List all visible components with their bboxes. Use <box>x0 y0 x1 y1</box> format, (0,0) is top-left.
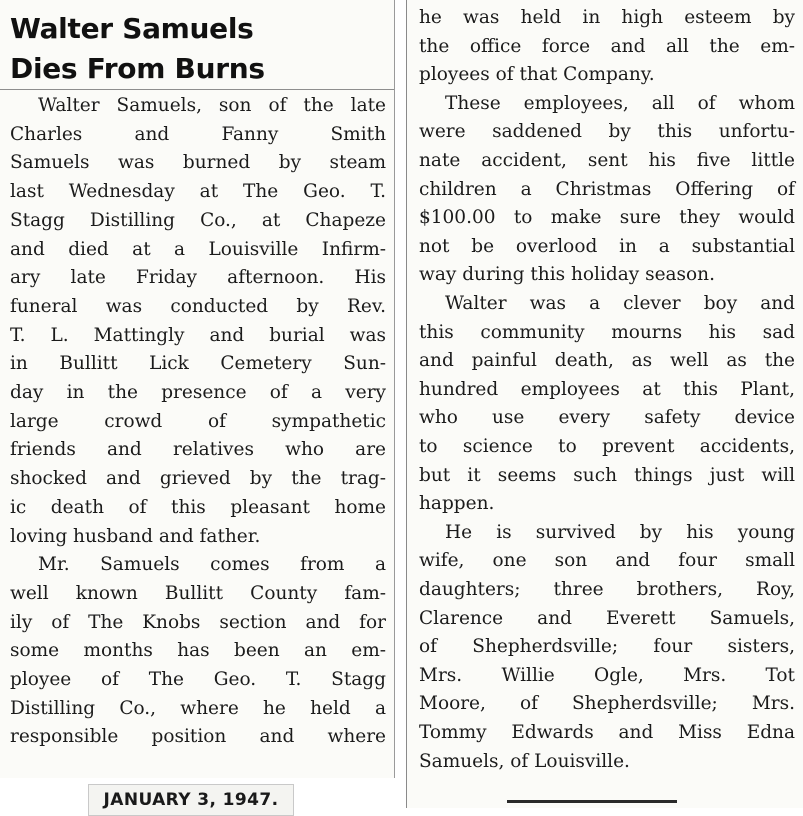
article-text-line: Mrs. Willie Ogle, Mrs. Tot <box>419 664 795 686</box>
article-text-line: hundred employees at this Plant, <box>419 378 795 400</box>
article-text-line: Mr. Samuels comes from a <box>38 554 386 576</box>
article-column-right <box>406 0 803 808</box>
article-text-line: some months has been an em- <box>10 640 386 662</box>
article-text-line: Tommy Edwards and Miss Edna <box>419 722 795 743</box>
article-text-line: He is survived by his young <box>445 521 795 543</box>
article-text-line: friends and relatives who are <box>10 439 386 461</box>
article-text-line: large crowd of sympathetic <box>10 410 386 432</box>
headline-line-2: Dies From Burns <box>10 52 265 85</box>
article-text-line: Walter was a clever boy and <box>445 293 795 314</box>
article-text-line: who use every safety device <box>419 407 795 429</box>
article-text-line: ily of The Knobs section and for <box>10 611 386 633</box>
article-text-line: funeral was conducted by Rev. <box>10 295 386 317</box>
article-text-line: responsible position and where <box>10 726 386 748</box>
article-text-line: Charles and Fanny Smith <box>10 123 386 145</box>
article-text-line: ployee of The Geo. T. Stagg <box>10 669 386 690</box>
article-text-line: happen. <box>419 493 495 515</box>
article-text-line: he was held in high esteem by <box>419 7 795 28</box>
headline-rule <box>0 89 394 90</box>
article-column-left <box>0 0 395 778</box>
article-text-line: Walter Samuels, son of the late <box>38 95 386 116</box>
article-text-line: ary late Friday afternoon. His <box>10 267 386 289</box>
article-text-line: Moore, of Shepherdsville; Mrs. <box>419 693 795 715</box>
article-text-line: T. L. Mattingly and burial was <box>10 324 386 346</box>
article-text-line: $100.00 to make sure they would <box>419 207 795 229</box>
article-text-line: loving husband and father. <box>10 525 261 547</box>
article-text-line: way during this holiday season. <box>419 264 715 286</box>
article-text-line: last Wednesday at The Geo. T. <box>10 181 386 203</box>
article-text-line: nate accident, sent his five little <box>419 150 795 171</box>
article-text-line: Clarence and Everett Samuels, <box>419 607 795 629</box>
date-label: JANUARY 3, 1947. <box>88 784 294 816</box>
article-end-rule <box>507 800 677 803</box>
article-text-line: Samuels was burned by steam <box>10 152 386 174</box>
article-text-line: of Shepherdsville; four sisters, <box>419 636 795 658</box>
article-text-line: to science to prevent accidents, <box>419 436 795 457</box>
article-text-line: ic death of this pleasant home <box>10 496 386 518</box>
article-text-line: not be overlood in a substantial <box>419 235 795 257</box>
article-text-line: in Bullitt Lick Cemetery Sun- <box>10 353 386 375</box>
article-text-line: this community mourns his sad <box>419 321 795 343</box>
article-text-line: day in the presence of a very <box>10 382 386 403</box>
article-text-line: but it seems such things just will <box>419 464 795 486</box>
article-text-line: well known Bullitt County fam- <box>10 582 386 604</box>
article-text-line: children a Christmas Offering of <box>419 178 795 200</box>
article-text-line: shocked and grieved by the trag- <box>10 468 386 490</box>
article-text-line: wife, one son and four small <box>419 550 795 572</box>
article-text-line: Stagg Distilling Co., at Chapeze <box>10 209 386 231</box>
article-text-line: and died at a Louisville Infirm- <box>10 238 386 260</box>
article-text-line: Samuels, of Louisville. <box>419 750 630 772</box>
article-text-line: were saddened by this unfortu- <box>419 121 795 143</box>
article-text-line: These employees, all of whom <box>445 92 795 114</box>
article-text-line: and painful death, as well as the <box>419 350 795 372</box>
article-text-line: Distilling Co., where he held a <box>10 697 386 719</box>
article-text-line: daughters; three brothers, Roy, <box>419 579 795 600</box>
headline-line-1: Walter Samuels <box>10 12 254 45</box>
article-text-line: ployees of that Company. <box>419 64 655 86</box>
article-text-line: the office force and all the em- <box>419 35 795 57</box>
